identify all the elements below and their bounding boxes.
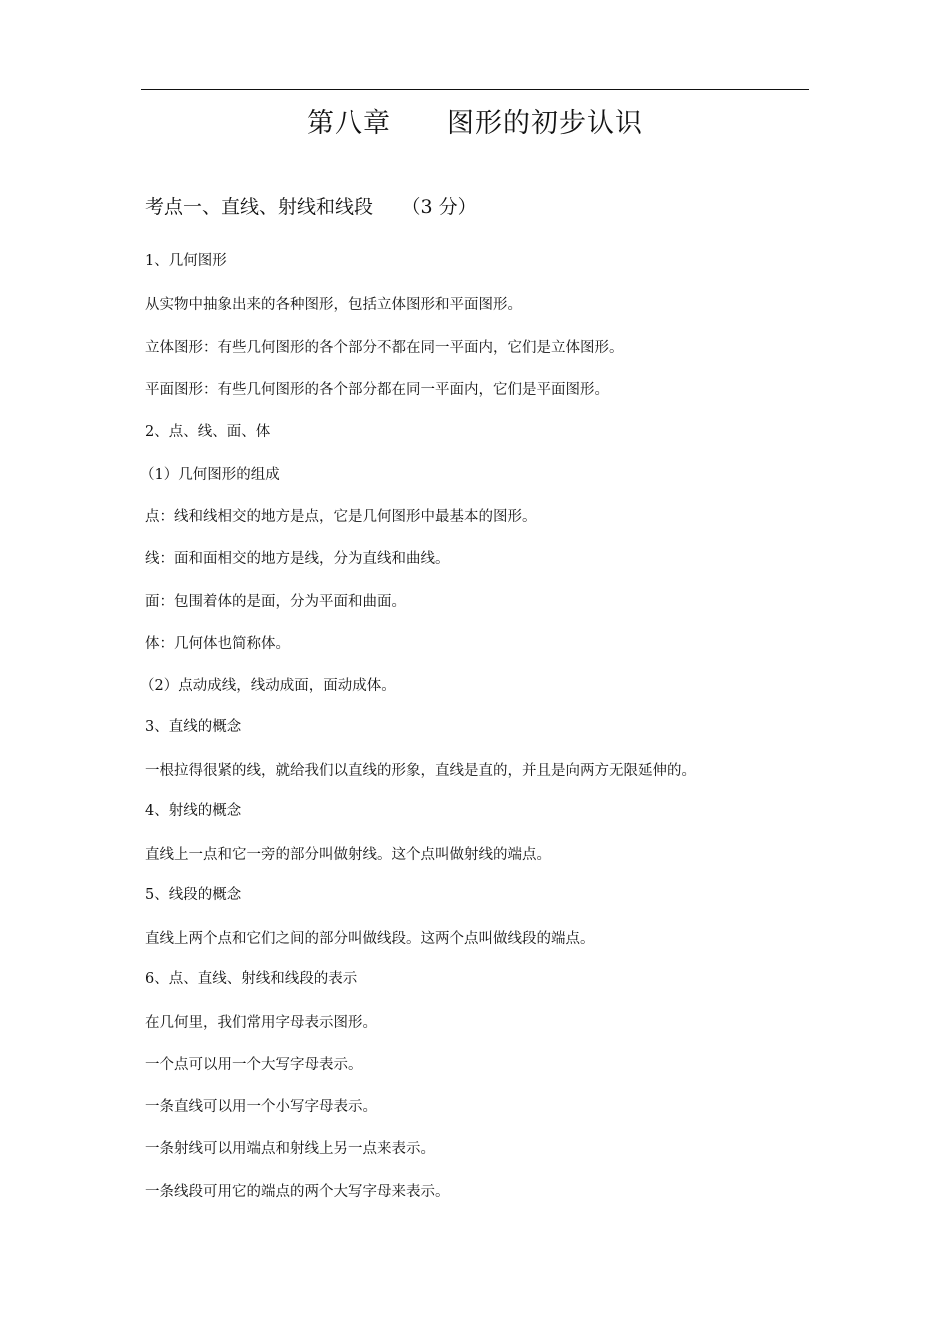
body-paragraph: 一条射线可以用端点和射线上另一点来表示。 [145,1141,435,1157]
body-paragraph: 从实物中抽象出来的各种图形，包括立体图形和平面图形。 [145,297,522,313]
item-heading: 6、点、直线、射线和线段的表示 [145,971,358,987]
body-paragraph: 在几何里，我们常用字母表示图形。 [145,1015,377,1031]
body-paragraph: 一根拉得很紧的线，就给我们以直线的形象，直线是直的，并且是向两方无限延伸的。 [145,763,696,779]
chapter-title: 第八章 图形的初步认识 [307,108,643,139]
item-heading: 5、线段的概念 [145,887,242,903]
item-heading: 4、射线的概念 [145,803,242,819]
body-paragraph: 立体图形：有些几何图形的各个部分不都在同一平面内，它们是立体图形。 [145,340,624,356]
body-paragraph: 体：几何体也简称体。 [145,636,290,652]
body-paragraph: 点：线和线相交的地方是点，它是几何图形中最基本的图形。 [145,509,537,525]
body-paragraph: 一条线段可用它的端点的两个大写字母来表示。 [145,1184,450,1200]
body-paragraph: 直线上一点和它一旁的部分叫做射线。这个点叫做射线的端点。 [145,847,551,863]
body-paragraph: 面：包围着体的是面，分为平面和曲面。 [145,594,406,610]
item-heading: 1、几何图形 [145,253,227,269]
sub-heading: （2）点动成线，线动成面，面动成体。 [140,678,396,694]
body-paragraph: 直线上两个点和它们之间的部分叫做线段。这两个点叫做线段的端点。 [145,931,595,947]
body-paragraph: 一个点可以用一个大写字母表示。 [145,1057,363,1073]
section-heading: 考点一、直线、射线和线段 （3 分） [145,196,477,218]
body-paragraph: 平面图形：有些几何图形的各个部分都在同一平面内，它们是平面图形。 [145,382,609,398]
sub-heading: （1）几何图形的组成 [140,467,280,483]
body-paragraph: 线：面和面相交的地方是线，分为直线和曲线。 [145,551,450,567]
header-rule [141,89,809,90]
item-heading: 3、直线的概念 [145,719,242,735]
item-heading: 2、点、线、面、体 [145,424,271,440]
body-paragraph: 一条直线可以用一个小写字母表示。 [145,1099,377,1115]
